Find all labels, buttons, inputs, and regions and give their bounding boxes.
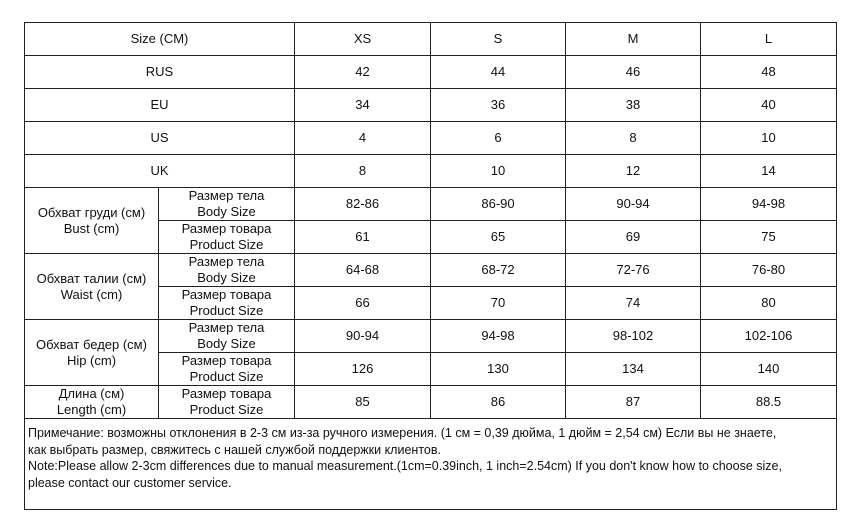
size-m-header: M [566, 23, 701, 56]
waist-body-size-label [159, 254, 295, 287]
length-l: 88.5 [701, 386, 837, 419]
bust-product-xs: 61 [295, 221, 431, 254]
eu-xs: 34 [295, 89, 431, 122]
hip-body-l: 102-106 [701, 320, 837, 353]
bust-body-row [25, 188, 837, 221]
us-row [25, 122, 837, 155]
body-size-label-ru: Размер тела [188, 254, 265, 269]
hip-body-row [25, 320, 837, 353]
us-l: 10 [701, 122, 837, 155]
uk-l: 14 [701, 155, 837, 188]
bust-product-m: 69 [566, 221, 701, 254]
size-s-header: S [431, 23, 566, 56]
hip-product-xs: 126 [295, 353, 431, 386]
product-size-label-en: Product Size [189, 402, 264, 417]
uk-s: 10 [431, 155, 566, 188]
us-m: 8 [566, 122, 701, 155]
uk-label: UK [25, 155, 295, 188]
waist-product-m: 74 [566, 287, 701, 320]
measurement-note [25, 419, 837, 510]
eu-l: 40 [701, 89, 837, 122]
waist-product-xs: 66 [295, 287, 431, 320]
bust-label-ru: Обхват груди (см) [37, 204, 146, 220]
note-ru-line2: как выбрать размер, свяжитесь с нашей службой поддержки клиентов. [28, 442, 441, 457]
waist-label [25, 254, 159, 320]
bust-product-l: 75 [701, 221, 837, 254]
length-label [25, 386, 159, 419]
body-size-label-en: Body Size [197, 336, 256, 351]
body-size-label-ru: Размер тела [188, 320, 265, 335]
product-size-label-ru: Размер товара [181, 386, 272, 401]
size-header-label: Size (CM) [25, 23, 295, 56]
hip-product-s: 130 [431, 353, 566, 386]
note-row [25, 419, 837, 510]
waist-label-en: Waist (cm) [60, 286, 123, 302]
product-size-label-en: Product Size [189, 303, 264, 318]
hip-product-m: 134 [566, 353, 701, 386]
waist-body-xs: 64-68 [295, 254, 431, 287]
bust-body-l: 94-98 [701, 188, 837, 221]
size-xs-header: XS [295, 23, 431, 56]
note-ru-line1: Примечание: возможны отклонения в 2-3 см из-за ручного измерения. (1 см = 0,39 дюйма, 1 дюйм = 2,54 см) Если вы не знаете, [28, 426, 777, 440]
product-size-label-ru: Размер товара [181, 353, 272, 368]
waist-body-row [25, 254, 837, 287]
hip-label [25, 320, 159, 386]
length-xs: 85 [295, 386, 431, 419]
product-size-label-en: Product Size [189, 369, 264, 384]
bust-product-s: 65 [431, 221, 566, 254]
waist-product-size-label [159, 287, 295, 320]
eu-s: 36 [431, 89, 566, 122]
size-chart-table [24, 22, 837, 510]
length-label-ru: Длина (см) [58, 386, 125, 401]
hip-body-size-label [159, 320, 295, 353]
waist-product-s: 70 [431, 287, 566, 320]
bust-body-size-label [159, 188, 295, 221]
length-row [25, 386, 837, 419]
eu-row [25, 89, 837, 122]
rus-s: 44 [431, 56, 566, 89]
us-label: US [25, 122, 295, 155]
waist-product-l: 80 [701, 287, 837, 320]
bust-body-xs: 82-86 [295, 188, 431, 221]
length-s: 86 [431, 386, 566, 419]
hip-product-l: 140 [701, 353, 837, 386]
body-size-label-ru: Размер тела [188, 188, 265, 203]
hip-body-m: 98-102 [566, 320, 701, 353]
hip-body-s: 94-98 [431, 320, 566, 353]
hip-label-ru: Обхват бедер (см) [36, 336, 147, 352]
bust-body-m: 90-94 [566, 188, 701, 221]
product-size-label-ru: Размер товара [181, 221, 272, 236]
hip-label-en: Hip (cm) [66, 352, 117, 368]
note-en-line2: please contact our customer service. [28, 475, 232, 490]
length-label-en: Length (cm) [56, 402, 127, 417]
length-m: 87 [566, 386, 701, 419]
size-l-header: L [701, 23, 837, 56]
waist-body-s: 68-72 [431, 254, 566, 287]
bust-body-s: 86-90 [431, 188, 566, 221]
product-size-label-ru: Размер товара [181, 287, 272, 302]
rus-row [25, 56, 837, 89]
note-en-line1: Note:Please allow 2-3cm differences due to manual measurement.(1cm=0.39inch, 1 inch=2.54cm) If you don't know how to choose size, [28, 459, 782, 473]
header-row [25, 23, 837, 56]
rus-l: 48 [701, 56, 837, 89]
bust-label [25, 188, 159, 254]
product-size-label-en: Product Size [189, 237, 264, 252]
rus-label: RUS [25, 56, 295, 89]
body-size-label-en: Body Size [197, 270, 256, 285]
bust-label-en: Bust (cm) [63, 220, 120, 236]
eu-m: 38 [566, 89, 701, 122]
us-xs: 4 [295, 122, 431, 155]
rus-m: 46 [566, 56, 701, 89]
uk-xs: 8 [295, 155, 431, 188]
hip-product-size-label [159, 353, 295, 386]
uk-row [25, 155, 837, 188]
bust-product-size-label [159, 221, 295, 254]
rus-xs: 42 [295, 56, 431, 89]
hip-body-xs: 90-94 [295, 320, 431, 353]
length-product-size-label [159, 386, 295, 419]
uk-m: 12 [566, 155, 701, 188]
us-s: 6 [431, 122, 566, 155]
waist-body-l: 76-80 [701, 254, 837, 287]
waist-body-m: 72-76 [566, 254, 701, 287]
eu-label: EU [25, 89, 295, 122]
body-size-label-en: Body Size [197, 204, 256, 219]
waist-label-ru: Обхват талии (см) [36, 270, 147, 286]
